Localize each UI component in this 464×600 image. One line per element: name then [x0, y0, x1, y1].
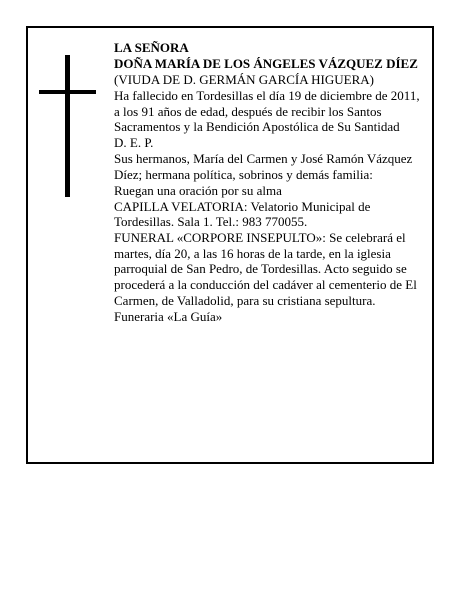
latin-cross-icon — [28, 28, 29, 29]
death-details: Ha fallecido en Tordesillas el día 19 de diciembre de 2011, a los 91 años de edad, después de recibir los Santos Sacramentos y la Bendición Apostólica de Su Santidad — [114, 87, 420, 135]
cross-horizontal-bar — [39, 90, 96, 94]
title-line: LA SEÑORA — [114, 40, 189, 55]
widow-line: (VIUDA DE D. GERMÁN GARCÍA HIGUERA) — [114, 71, 374, 87]
rest-in-peace: D. E. P. — [114, 135, 154, 151]
chapel-details: CAPILLA VELATORIA: Velatorio Municipal de Tordesillas. Sala 1. Tel.: 983 770055. — [114, 198, 371, 230]
obituary-notice — [26, 26, 434, 464]
prayer-request: Ruegan una oración por su alma — [114, 182, 282, 198]
notice-text — [114, 40, 428, 325]
funeral-home: Funeraria «La Guía» — [114, 308, 223, 324]
family-line: Sus hermanos, María del Carmen y José Ramón Vázquez Díez; hermana política, sobrinos y demás familia: — [114, 151, 413, 182]
deceased-name: DOÑA MARÍA DE LOS ÁNGELES VÁZQUEZ DÍEZ — [114, 55, 418, 71]
funeral-details: FUNERAL «CORPORE INSEPULTO»: Se celebrará el martes, día 20, a las 16 horas de la tarde, en la iglesia parroquial de San Pedro, de Tordesillas. Acto seguido se procederá a la conducción del cadáver al cementerio de El Carmen, de Valladolid, para su cristiana sepultura. — [114, 230, 417, 308]
cross-vertical-bar — [65, 55, 70, 197]
